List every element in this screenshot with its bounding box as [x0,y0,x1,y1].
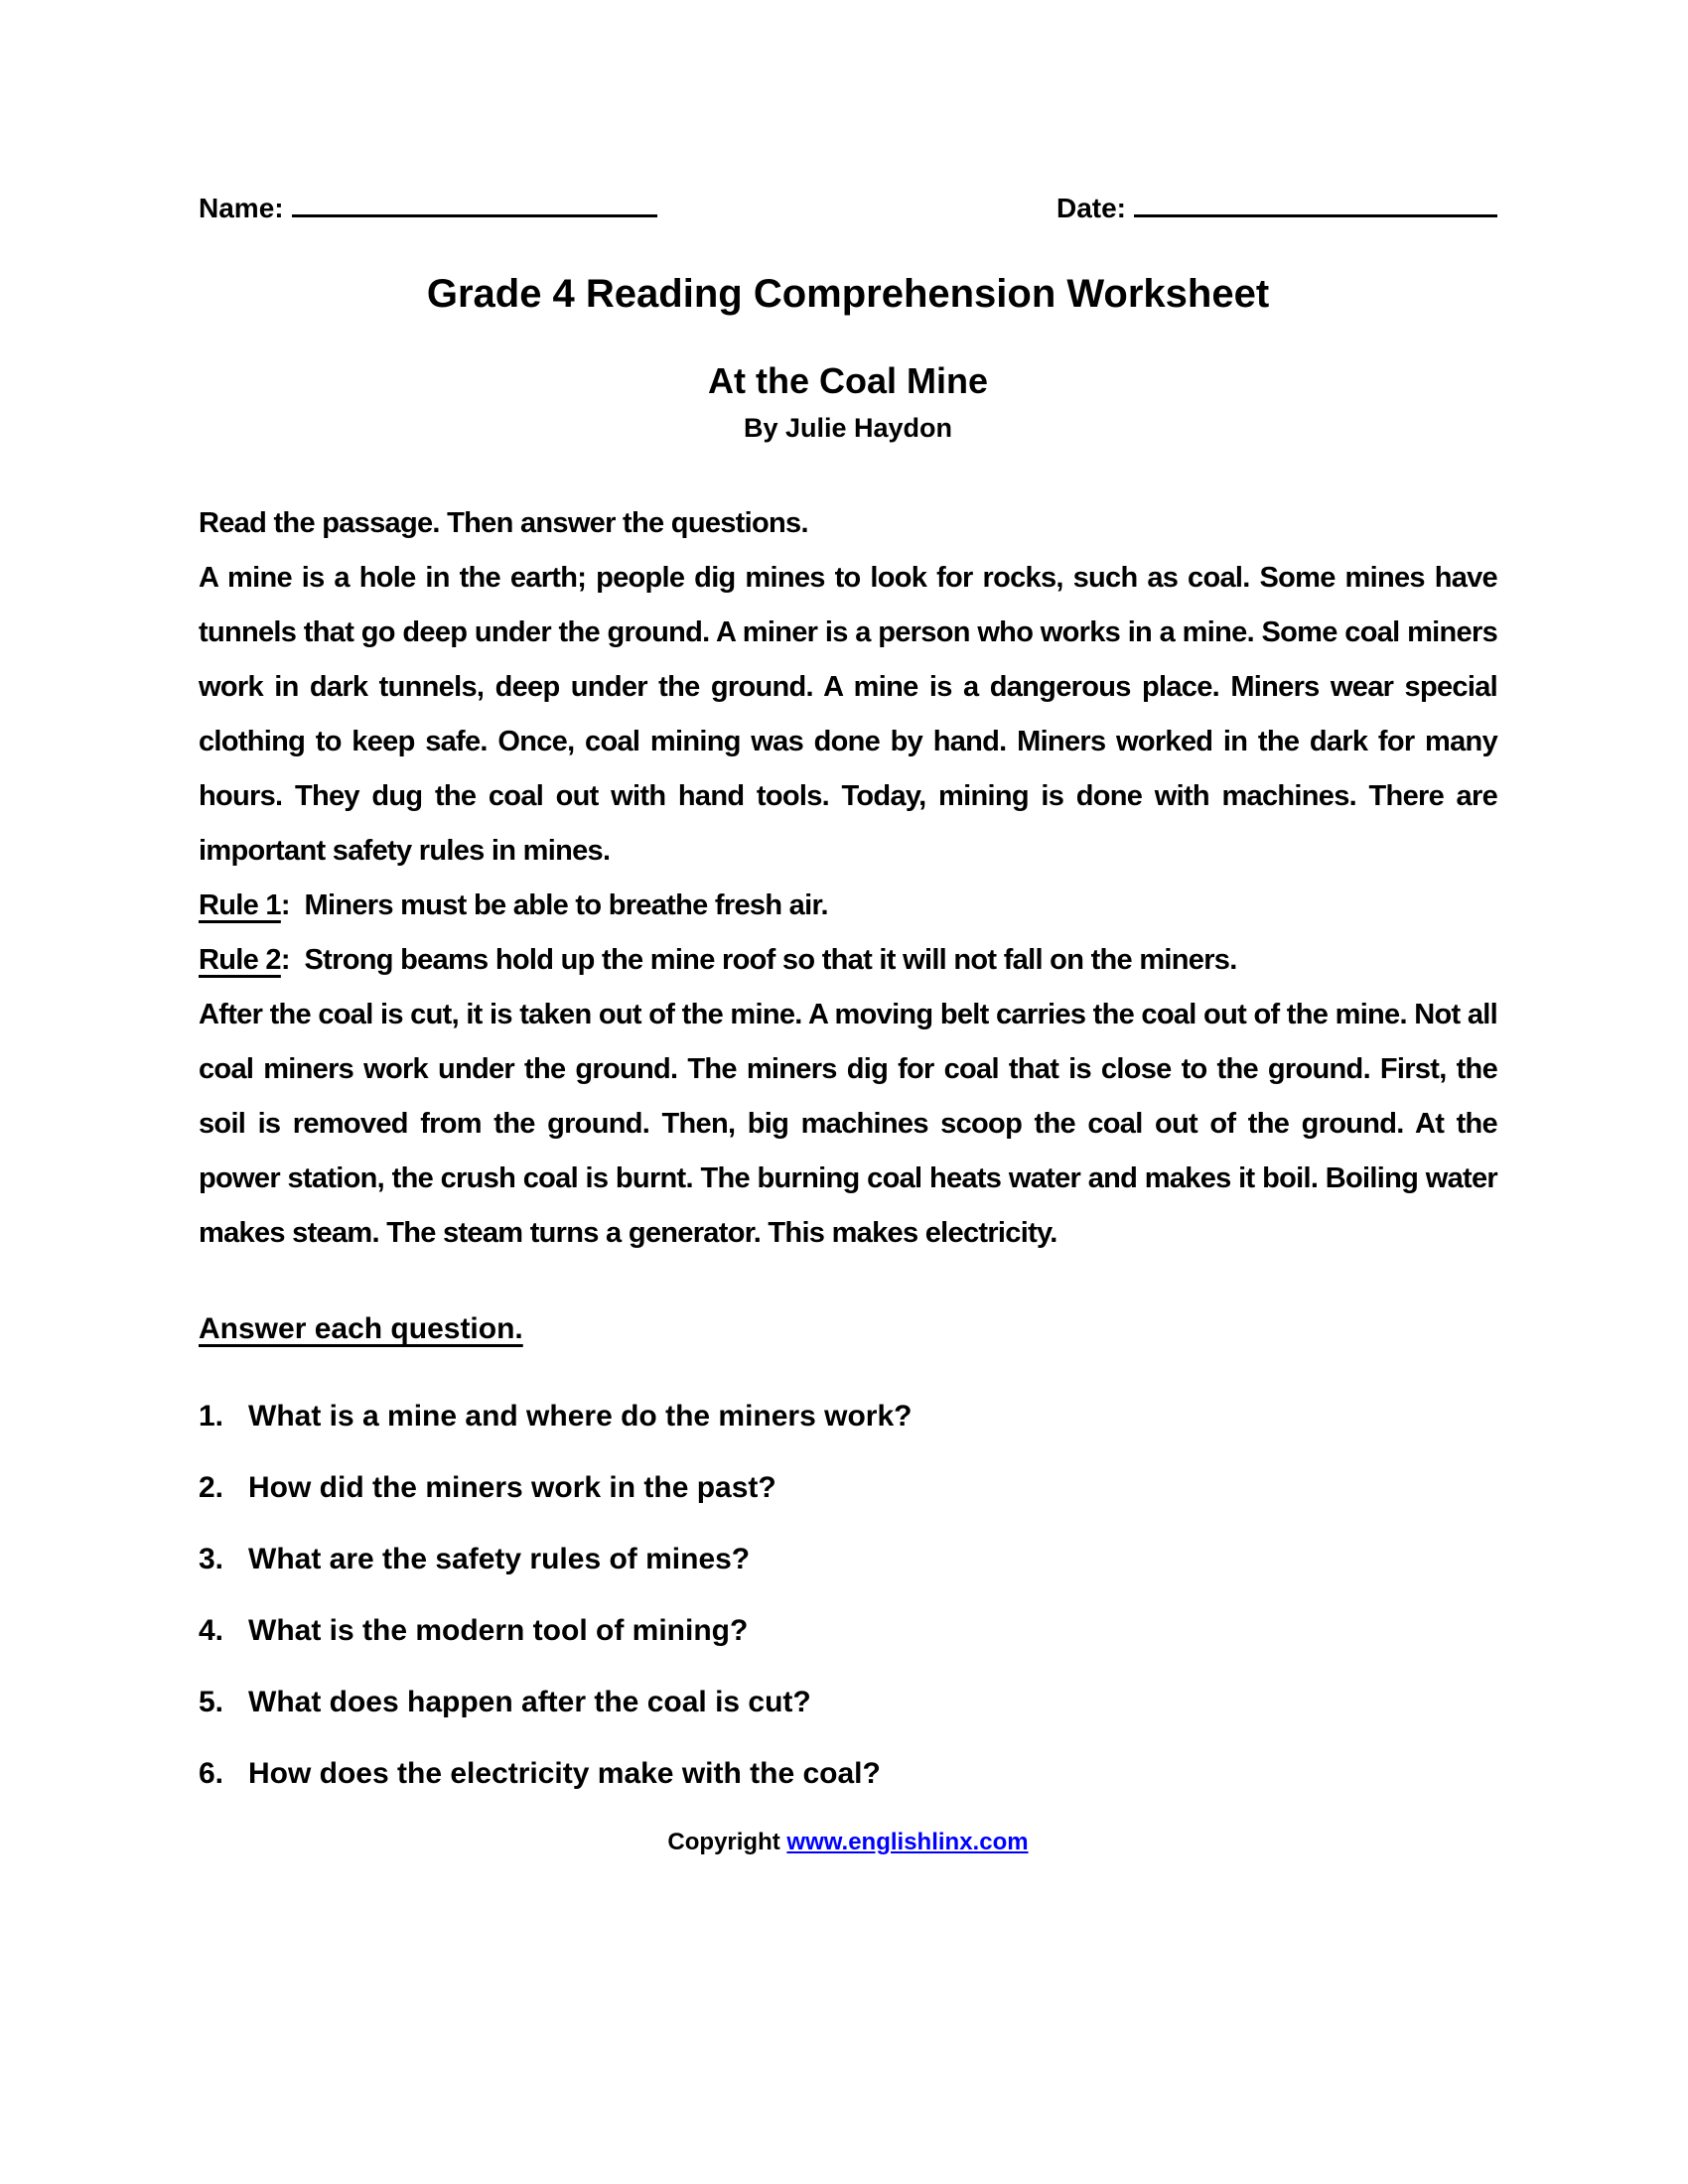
answer-section-heading [199,1312,1497,1346]
question-row-4 [199,1614,1497,1648]
passage-block [199,496,1497,1261]
passage-title: At the Coal Mine [707,360,988,401]
name-field-group [199,189,657,224]
question-number: 4. [199,1614,224,1647]
name-label: Name: [199,193,284,223]
copyright-label: Copyright [667,1829,780,1855]
question-text: What is the modern tool of mining? [248,1614,749,1647]
question-row-6 [199,1757,1497,1791]
copyright-link[interactable]: www.englishlinx.com [786,1829,1029,1855]
question-number: 6. [199,1757,224,1790]
passage-paragraph-1: A mine is a hole in the earth; people dig mines to look for rocks, such as coal. Some mines have tunnels that go deep under the ground. A miner is a person who works in a mine. Some coal miners work in dark tunnels, deep under the ground. A mine is a dangerous place. Miners wear special clothing to keep safe. Once, coal mining was done by hand. Miners worked in the dark for many hours. They dug the coal out with hand tools. Today, mining is done with machines. There are important safety rules in mines. [199,562,1497,867]
header-row [199,0,1497,224]
question-number: 1. [199,1400,224,1433]
question-row-2 [199,1471,1497,1505]
question-row-1 [199,1400,1497,1433]
question-text: How does the electricity make with the coal? [248,1757,881,1790]
byline: By Julie Haydon [743,413,953,443]
question-text: How did the miners work in the past? [248,1471,776,1504]
answer-heading-text: Answer each question. [199,1312,523,1345]
question-text: What are the safety rules of mines? [248,1543,751,1575]
name-blank-line [292,189,657,217]
date-field-group [1056,189,1497,224]
question-number: 3. [199,1543,224,1575]
question-number: 2. [199,1471,224,1504]
rule-line-2 [199,933,1497,988]
question-text: What does happen after the coal is cut? [248,1686,811,1718]
date-label: Date: [1055,193,1126,223]
rule-line-1 [199,879,1497,933]
question-row-5 [199,1686,1497,1719]
questions-list [199,1400,1497,1791]
question-row-3 [199,1543,1497,1576]
rule-1-label: Rule 1 [199,889,281,921]
worksheet-title: Grade 4 Reading Comprehension Worksheet [426,272,1270,316]
question-text: What is a mine and where do the miners work? [248,1400,913,1433]
rule-1-text: : Miners must be able to breathe fresh air. [280,889,828,921]
question-number: 5. [199,1686,224,1718]
date-blank-line [1134,189,1497,217]
rule-2-label: Rule 2 [199,944,281,976]
passage-paragraph-2: After the coal is cut, it is taken out of the mine. A moving belt carries the coal out of the mine. Not all coal miners work under the ground. The miners dig for coal that is close to the ground. First, the soil is removed from the ground. Then, big machines scoop the coal out of the ground. At the power station, the crush coal is burnt. The burning coal heats water and makes it boil. Boiling water makes steam. The steam turns a generator. This makes electricity. [199,999,1497,1249]
rule-2-text: : Strong beams hold up the mine roof so that it will not fall on the miners. [280,944,1237,976]
passage-instruction: Read the passage. Then answer the questions. [199,507,808,539]
copyright-footer [199,1829,1497,1856]
